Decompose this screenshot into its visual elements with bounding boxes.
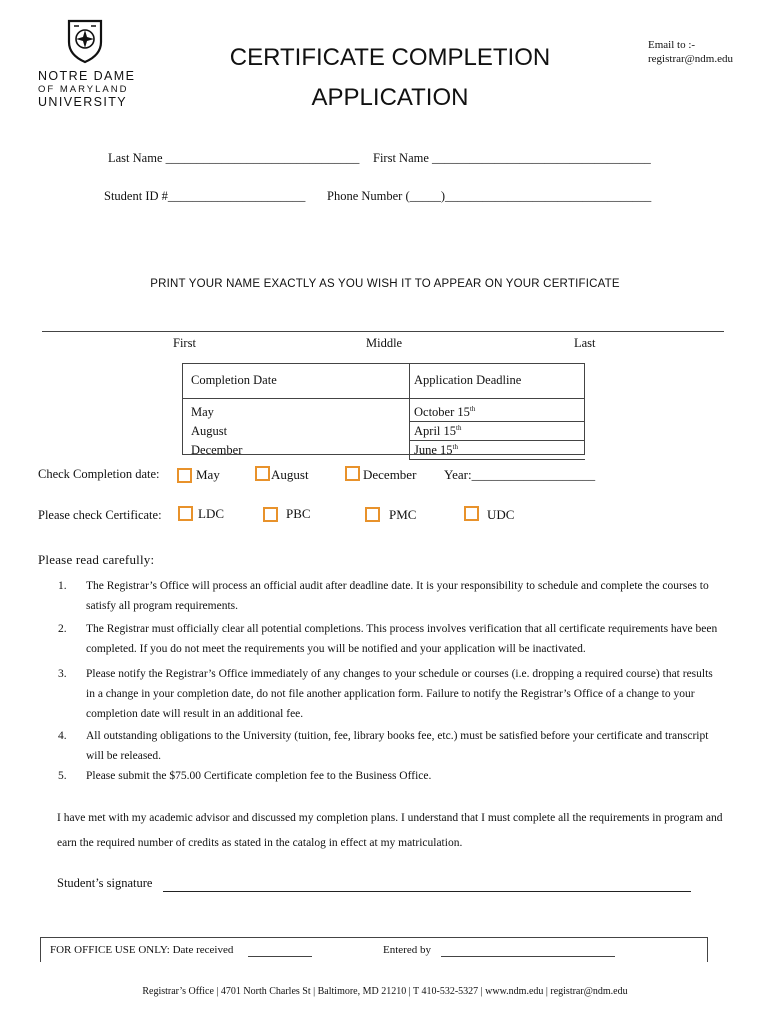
completion-date-label: Check Completion date: [38, 467, 160, 481]
certificate-label: Please check Certificate: [38, 508, 162, 522]
dates-table [182, 363, 585, 460]
option-pbc-label: PBC [286, 506, 311, 521]
deadline-value: June 15 [414, 442, 453, 457]
checkbox-may[interactable] [177, 468, 192, 483]
completion-cell: December [191, 442, 243, 457]
deadline-value: April 15 [414, 423, 457, 438]
deadline-cell [410, 422, 586, 441]
name-label-middle: Middle [366, 336, 403, 350]
signature-label: Student’s signature [57, 876, 153, 890]
item-text: Please submit the $75.00 Certificate completion fee to the Business Office. [86, 770, 432, 782]
option-ldc-label: LDC [198, 506, 224, 521]
logo-wordmark [38, 70, 148, 109]
office-use-box [40, 937, 708, 962]
option-december-label: December [363, 467, 417, 482]
print-name-instruction: PRINT YOUR NAME EXACTLY AS YOU WISH IT TO APPEAR ON YOUR CERTIFICATE [150, 278, 620, 290]
name-label-last: Last [574, 336, 596, 350]
entered-by-line[interactable] [441, 956, 615, 957]
office-date-received-label: FOR OFFICE USE ONLY: Date received [50, 944, 234, 956]
deadline-suffix: th [452, 442, 458, 451]
completion-date-header: Completion Date [182, 363, 410, 399]
certificate-name-line[interactable] [42, 331, 724, 332]
read-carefully-heading: Please read carefully: [38, 552, 155, 567]
checkbox-pbc[interactable] [263, 507, 278, 522]
phone-field[interactable]: Phone Number (_____)_________________________________ [327, 189, 652, 203]
checkbox-ldc[interactable] [178, 506, 193, 521]
item-text: All outstanding obligations to the University (tuition, fee, library books fee, etc.) must be satisfied before your certificate and transcript will be released. [86, 730, 709, 762]
email-label: Email to :- [648, 39, 696, 51]
last-name-field[interactable]: Last Name _______________________________ [108, 151, 360, 165]
email-note [648, 38, 733, 66]
checkbox-december[interactable] [345, 466, 360, 481]
deadline-cell [410, 399, 586, 422]
completion-cell: May [191, 404, 214, 419]
logo-line-3: UNIVERSITY [38, 95, 128, 109]
option-pmc-label: PMC [389, 507, 417, 522]
table-header-row [182, 363, 585, 399]
title-line-1: CERTIFICATE COMPLETION [229, 44, 551, 71]
table-row [182, 422, 585, 441]
name-label-first: First [173, 336, 196, 350]
item-number: 2. [58, 623, 67, 635]
item-number: 4. [58, 730, 67, 742]
logo-line-2: OF MARYLAND [38, 84, 129, 95]
checkbox-pmc[interactable] [365, 507, 380, 522]
deadline-value: October 15 [414, 404, 470, 419]
option-may-label: May [196, 467, 220, 482]
date-received-line[interactable] [248, 956, 312, 957]
office-entered-by-label: Entered by [383, 944, 431, 956]
item-number: 5. [58, 770, 67, 782]
signature-line[interactable] [163, 891, 691, 892]
title-line-2: APPLICATION [311, 84, 469, 111]
item-text: The Registrar’s Office will process an official audit after deadline date. It is your responsibility to schedule and complete the courses to satisfy all program requirements. [86, 580, 709, 612]
completion-cell: August [191, 423, 228, 438]
application-deadline-header: Application Deadline [410, 363, 586, 399]
item-number: 3. [58, 668, 67, 680]
logo-line-1: NOTRE DAME [38, 69, 136, 83]
page-footer: Registrar’s Office | 4701 North Charles St | Baltimore, MD 21210 | T 410-532-5327 | www.ndm.edu | registrar@ndm.edu [142, 986, 628, 997]
item-text: The Registrar must officially clear all potential completions. This process involves verification that all certificate requirements have been completed. If you do not meet the requirements you will be notified and your application will be inactivated. [86, 623, 718, 655]
deadline-suffix: th [456, 423, 462, 432]
deadline-cell [410, 441, 586, 460]
table-row [182, 399, 585, 422]
shield-crest-icon [66, 18, 104, 64]
year-field[interactable]: Year:___________________ [444, 467, 596, 482]
deadline-suffix: th [469, 404, 476, 413]
table-row [182, 441, 585, 460]
page-title [190, 38, 590, 118]
student-id-field[interactable]: Student ID #______________________ [104, 189, 306, 203]
agreement-statement: I have met with my academic advisor and discussed my completion plans. I understand that I must complete all the requirements in program and earn the required number of credits as stated in the catalog in effect at my matriculation. [57, 812, 723, 849]
option-udc-label: UDC [487, 507, 515, 522]
first-name-field[interactable]: First Name ___________________________________ [373, 151, 651, 165]
item-text: Please notify the Registrar’s Office immediately of any changes to your schedule or courses (i.e. dropping a required course) that results in a change in your completion date, do not file another application form. Failure to notify the Registrar’s Office of a change to your completion date will result in an additional fee. [86, 668, 713, 720]
checkbox-udc[interactable] [464, 506, 479, 521]
item-number: 1. [58, 580, 67, 592]
email-address: registrar@ndm.edu [648, 53, 733, 65]
option-august-label: August [271, 467, 309, 482]
checkbox-august[interactable] [255, 466, 270, 481]
